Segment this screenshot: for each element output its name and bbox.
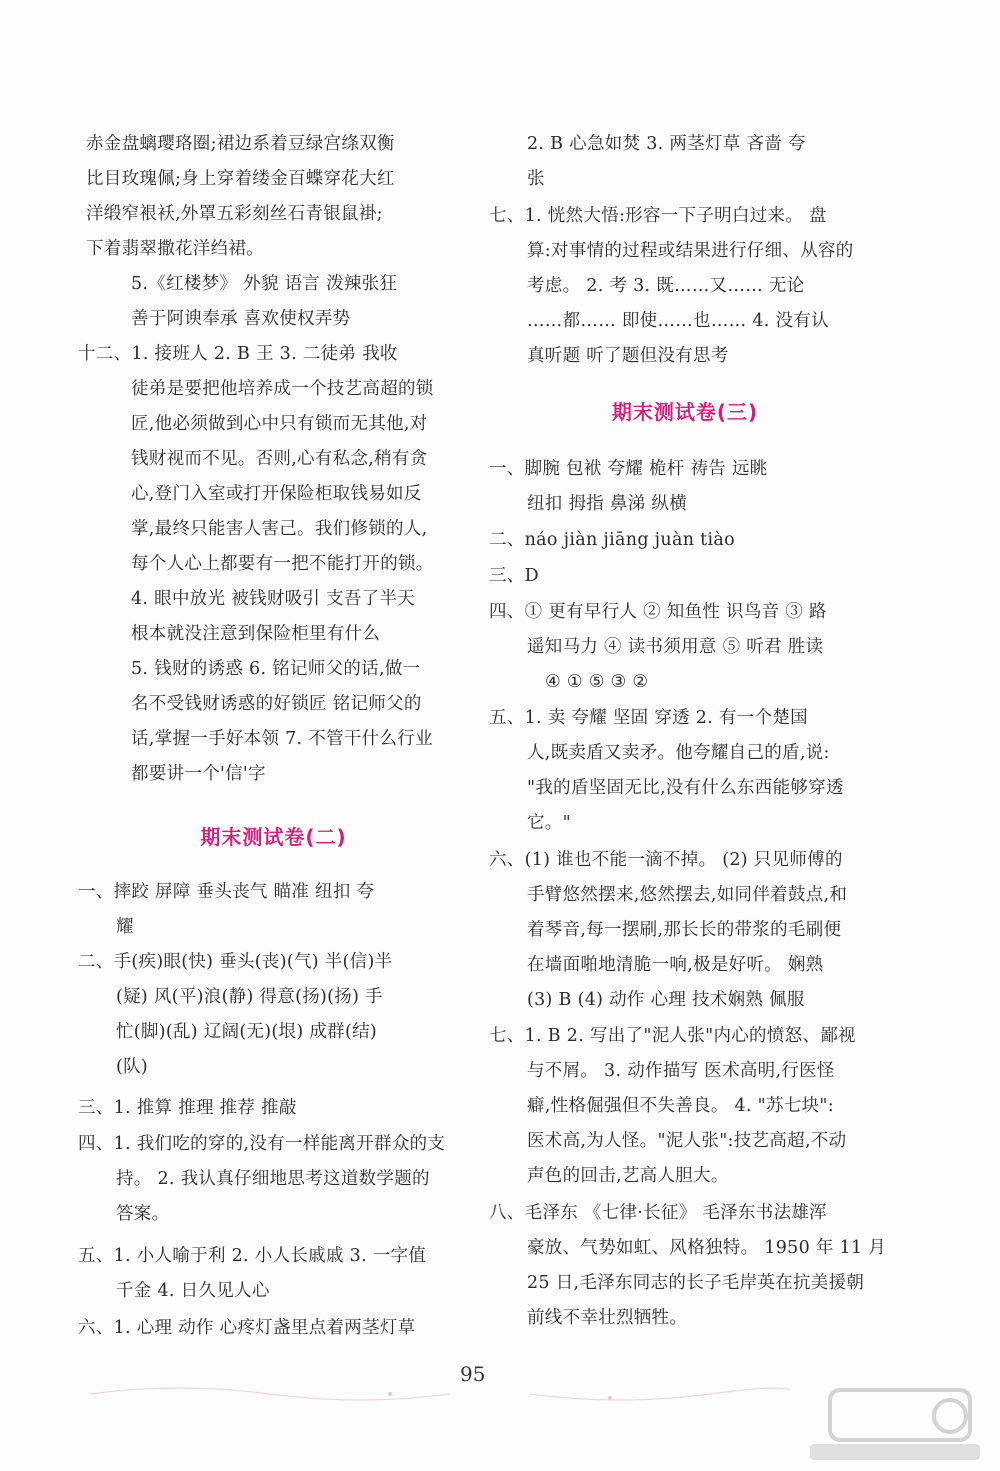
text-line: 赤金盘螭璎珞圈;裙边系着豆绿宫绦双衡 bbox=[86, 134, 395, 154]
text-line: 根本就没注意到保险柜里有什么 bbox=[131, 624, 381, 644]
text-line: 癖,性格倔强但不失善良。 4. "苏七块": bbox=[527, 1096, 834, 1116]
text-line: 25 日,毛泽东同志的长子毛岸英在抗美援朝 bbox=[527, 1273, 865, 1293]
text-line: 耀 bbox=[116, 917, 134, 937]
text-line: 4. 眼中放光 被钱财吸引 支吾了半天 bbox=[131, 589, 416, 609]
text-line: 在墙面啪地清脆一响,极是好听。 娴熟 bbox=[527, 955, 824, 975]
text-line: 四、① 更有早行人 ② 知鱼性 识鸟音 ③ 路 bbox=[489, 602, 827, 622]
text-line: 算:对事情的过程或结果进行仔细、从容的 bbox=[527, 241, 854, 261]
text-line: 着琴音,每一摆刷,那长长的带浆的毛刷便 bbox=[527, 920, 842, 940]
text-line: 持。 2. 我认真仔细地思考这道数学题的 bbox=[116, 1169, 430, 1189]
text-line: 七、1. B 2. 写出了"泥人张"内心的愤怒、鄙视 bbox=[489, 1026, 856, 1046]
text-line: 三、1. 推算 推理 推荐 推敲 bbox=[78, 1098, 297, 1118]
text-line: 它。" bbox=[527, 813, 571, 833]
text-line: 五、1. 小人喻于利 2. 小人长戚戚 3. 一字值 bbox=[78, 1246, 427, 1266]
text-line: 每个人心上都要有一把不能打开的锁。 bbox=[131, 554, 434, 574]
text-line: 二、náo jiàn jiāng juàn tiào bbox=[489, 530, 735, 550]
text-line: 五、1. 卖 夸耀 坚固 穿透 2. 有一个楚国 bbox=[489, 708, 808, 728]
text-line: 四、1. 我们吃的穿的,没有一样能离开群众的支 bbox=[78, 1134, 446, 1154]
text-line: 纽扣 拇指 鼻涕 纵横 bbox=[527, 494, 687, 514]
text-line: 十二、1. 接班人 2. B 王 3. 二徒弟 我收 bbox=[78, 344, 398, 364]
text-line: 考虑。 2. 考 3. 既……又…… 无论 bbox=[527, 276, 805, 296]
text-line: 匠,他必须做到心中只有锁而无其他,对 bbox=[131, 414, 428, 434]
text-line: 真听题 听了题但没有思考 bbox=[527, 346, 729, 366]
text-line: 人,既卖盾又卖矛。他夸耀自己的盾,说: bbox=[527, 743, 830, 763]
text-line: 千金 4. 日久见人心 bbox=[116, 1281, 270, 1301]
text-line: 前线不幸壮烈牺牲。 bbox=[527, 1308, 688, 1328]
text-line: 徒弟是要把他培养成一个技艺高超的锁 bbox=[131, 379, 434, 399]
text-line: 5. 钱财的诱惑 6. 铭记师父的话,做一 bbox=[131, 659, 421, 679]
text-line: 掌,最终只能害人害己。我们修锁的人, bbox=[131, 519, 428, 539]
text-line: 遥知马力 ④ 读书须用意 ⑤ 听君 胜读 bbox=[527, 637, 824, 657]
text-line: 三、D bbox=[489, 566, 539, 586]
text-line: 忙(脚)(乱) 辽阔(无)(垠) 成群(结) bbox=[116, 1022, 377, 1042]
section-title: 期末测试卷(三) bbox=[611, 400, 759, 424]
text-line: 豪放、气势如虹、风格独特。 1950 年 11 月 bbox=[527, 1238, 887, 1258]
section-title: 期末测试卷(二) bbox=[200, 825, 347, 849]
text-line: 善于阿谀奉承 喜欢使权弄势 bbox=[131, 309, 351, 329]
text-line: 六、1. 心理 动作 心疼灯盏里点着两茎灯草 bbox=[78, 1318, 416, 1338]
text-line: 名不受钱财诱惑的好锁匠 铭记师父的 bbox=[131, 694, 422, 714]
footer-decoration bbox=[90, 1372, 790, 1412]
text-line: 七、1. 恍然大悟:形容一下子明白过来。 盘 bbox=[489, 206, 827, 226]
text-line: 洋缎窄裉袄,外罩五彩刻丝石青银鼠褂; bbox=[86, 204, 383, 224]
answer-site-watermark-icon bbox=[800, 1386, 990, 1466]
text-line: 5.《红楼梦》 外貌 语言 泼辣张狂 bbox=[131, 274, 398, 294]
text-line: 一、摔跤 屏障 垂头丧气 瞄准 纽扣 夸 bbox=[78, 882, 375, 902]
text-line: (队) bbox=[116, 1057, 149, 1077]
text-line: 手臂悠然摆来,悠然摆去,如同伴着鼓点,和 bbox=[527, 885, 848, 905]
text-line: 与不屑。 3. 动作描写 医术高明,行医怪 bbox=[527, 1061, 835, 1081]
text-line: 2. B 心急如焚 3. 两茎灯草 吝啬 夸 bbox=[527, 134, 806, 154]
text-line: 一、脚腕 包袱 夸耀 桅杆 祷告 远眺 bbox=[489, 459, 768, 479]
text-line: 张 bbox=[527, 169, 545, 189]
text-line: (3) B (4) 动作 心理 技术娴熟 佩服 bbox=[527, 990, 805, 1010]
text-line: 话,掌握一手好本领 7. 不管干什么行业 bbox=[131, 729, 433, 749]
text-line: "我的盾坚固无比,没有什么东西能够穿透 bbox=[527, 778, 844, 798]
text-line: 答案。 bbox=[116, 1204, 170, 1224]
text-line: 钱财视而不见。否则,心有私念,稍有贪 bbox=[131, 449, 428, 469]
text-line: 声色的回击,艺高人胆大。 bbox=[527, 1166, 729, 1186]
text-line: 都要讲一个'信'字 bbox=[131, 764, 266, 784]
text-line: 医术高,为人怪。"泥人张":技艺高超,不动 bbox=[527, 1131, 847, 1151]
text-line: 比目玫瑰佩;身上穿着缕金百蝶穿花大红 bbox=[86, 169, 395, 189]
page-number: 95 bbox=[460, 1362, 486, 1386]
text-line: 二、手(疾)眼(快) 垂头(丧)(气) 半(信)半 bbox=[78, 952, 393, 972]
text-line: ……都…… 即使……也…… 4. 没有认 bbox=[527, 311, 829, 331]
text-line: 心,登门入室或打开保险柜取钱易如反 bbox=[131, 484, 422, 504]
text-line: 八、毛泽东 《七律·长征》 毛泽东书法雄浑 bbox=[489, 1203, 827, 1223]
text-line: ④ ① ⑤ ③ ② bbox=[545, 672, 649, 692]
text-line: 六、(1) 谁也不能一滴不掉。 (2) 只见师傅的 bbox=[489, 850, 843, 870]
text-line: 下着翡翠撒花洋绉裙。 bbox=[86, 239, 264, 259]
text-line: (疑) 风(平)浪(静) 得意(扬)(扬) 手 bbox=[116, 987, 383, 1007]
